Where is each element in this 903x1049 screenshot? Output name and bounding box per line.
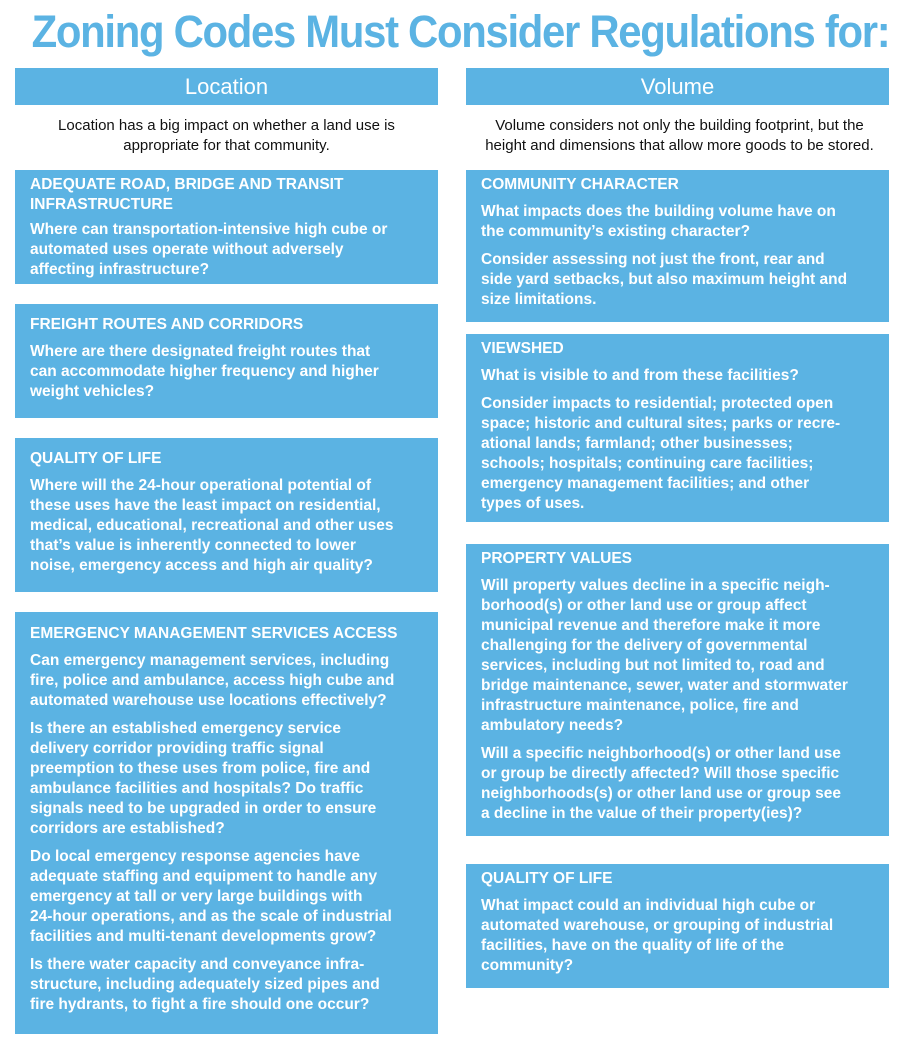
card-title: VIEWSHED [481,340,564,357]
card-paragraph: Can emergency management services, including fire, police and ambulance, access high cube and automated warehouse use locations effectively? [30,652,395,709]
card-title: EMERGENCY MANAGEMENT SERVICES ACCESS [30,625,398,642]
volume-header: Volume [466,68,889,105]
card-community-character [466,170,889,322]
location-intro: Location has a big impact on whether a land use is appropriate for that community. [58,117,395,154]
card-paragraph: Is there an established emergency service delivery corridor providing traffic signal preemption to these uses from police, fire and ambulance facilities and hospitals? Do traffic signals need to be upgraded in order to ensure corridors are established? [30,720,377,837]
card-property-values [466,544,889,836]
card-paragraph: Do local emergency response agencies have adequate staffing and equipment to handle any emergency at tall or very large buildings with 24-hour operations, and as the scale of industrial facilities and multi-tenant developments grow? [30,848,392,945]
location-column [15,68,438,156]
card-paragraph: Consider impacts to residential; protected open space; historic and cultural sites; parks or recre- ational lands; farmland; other businesses; schools; hospitals; continuing care facilities; emergency management facilities; and other types of uses. [481,395,841,512]
card-freight-routes [15,304,438,418]
card-title: QUALITY OF LIFE [481,870,613,887]
card-title: QUALITY OF LIFE [30,450,162,467]
card-title: ADEQUATE ROAD, BRIDGE AND TRANSIT INFRASTRUCTURE [30,176,344,213]
location-header: Location [15,68,438,105]
card-emergency-services-access [15,612,438,1034]
card-road-bridge-transit [15,170,438,284]
card-title: COMMUNITY CHARACTER [481,176,679,193]
card-paragraph: Where can transportation-intensive high cube or automated uses operate without adversely affecting infrastructure? [30,221,388,278]
card-viewshed [466,334,889,522]
card-paragraph: Consider assessing not just the front, rear and side yard setbacks, but also maximum height and size limitations. [481,251,848,308]
card-title: PROPERTY VALUES [481,550,633,567]
card-quality-of-life-volume [466,864,889,988]
card-paragraph: What impact could an individual high cube or automated warehouse, or grouping of industrial facilities, have on the quality of life of the community? [481,897,834,974]
card-title: FREIGHT ROUTES AND CORRIDORS [30,316,304,333]
card-paragraph: Will a specific neighborhood(s) or other land use or group be directly affected? Will those specific neighborhoods(s) or other land use or group see a decline in the value of their property(ies)? [481,745,841,822]
card-paragraph: Where will the 24-hour operational potential of these uses have the least impact on residential, medical, educational, recreational and other uses that’s value is inherently connected to lower noise, emergency access and high air quality? [30,477,394,574]
card-paragraph: Will property values decline in a specific neigh- borhood(s) or other land use or group affect municipal revenue and therefore make it more challenging for the delivery of governmental services, including but not limited to, road and bridge maintenance, sewer, water and stormwater infrastructure maintenance, police, fire and ambulatory needs? [481,577,848,734]
volume-intro: Volume considers not only the building footprint, but the height and dimensions that allow more goods to be stored. [485,117,874,154]
card-paragraph: What impacts does the building volume have on the community’s existing character? [481,203,836,240]
card-paragraph: Where are there designated freight routes that can accommodate higher frequency and higher weight vehicles? [30,343,379,400]
volume-column [466,68,889,156]
card-quality-of-life-location [15,438,438,592]
page-title: Zoning Codes Must Consider Regulations for: [31,6,890,57]
card-paragraph: Is there water capacity and conveyance infra- structure, including adequately sized pipes and fire hydrants, to fight a fire should one occur? [30,956,380,1013]
card-paragraph: What is visible to and from these facilities? [481,367,799,384]
